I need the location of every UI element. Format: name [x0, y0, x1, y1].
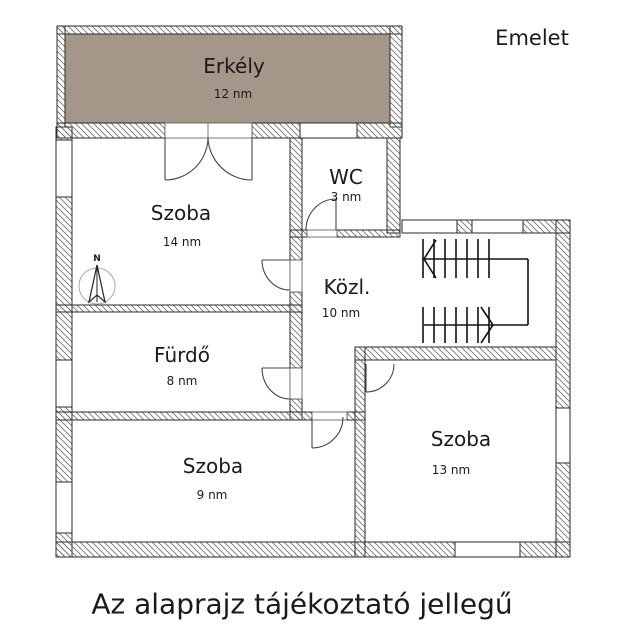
- disclaimer-caption: Az alaprajz tájékoztató jellegű: [91, 587, 513, 621]
- room-label-kozl: Közl.: [323, 275, 371, 299]
- room-area-kozl: 10 nm: [321, 306, 361, 320]
- bathroom-door: [262, 368, 290, 399]
- wall-segment: [56, 127, 72, 140]
- wall-segment: [56, 412, 312, 420]
- room13-door: [366, 364, 394, 392]
- room-area-wc: 3 nm: [330, 190, 362, 204]
- wall-segment: [390, 26, 402, 127]
- wall-segment: [290, 292, 302, 368]
- room14-door: [262, 260, 290, 290]
- room-label-furdo: Fürdő: [154, 343, 210, 367]
- balcony-area: [65, 34, 390, 123]
- window: [56, 482, 72, 533]
- room-label-szoba9: Szoba: [182, 454, 244, 478]
- compass: [79, 265, 115, 304]
- room-label-szoba14: Szoba: [150, 201, 212, 225]
- wall-segment: [556, 220, 570, 408]
- window: [556, 408, 570, 463]
- window: [472, 220, 523, 233]
- door-opening: [165, 123, 252, 138]
- room-area-szoba9: 9 nm: [196, 488, 228, 502]
- window: [56, 360, 72, 407]
- wall-segment: [523, 220, 570, 233]
- stair-walkline: [424, 259, 528, 325]
- wall-segment: [57, 123, 165, 138]
- wall-segment: [457, 220, 472, 233]
- balcony-door-right-leaf: [208, 138, 252, 180]
- floor-title: Emelet: [495, 26, 569, 50]
- door-opening: [290, 368, 302, 399]
- room-area-szoba14: 14 nm: [162, 235, 202, 249]
- wall-segment: [290, 230, 307, 237]
- room-area-szoba13: 13 nm: [431, 463, 471, 477]
- balcony-door-left-leaf: [165, 138, 208, 180]
- door-opening: [307, 230, 337, 237]
- wall-segment: [56, 197, 72, 360]
- wall-segment: [387, 138, 400, 233]
- window: [56, 140, 72, 197]
- room-area-furdo: 8 nm: [166, 374, 198, 388]
- compass-north-label: N: [93, 254, 101, 264]
- wall-segment: [57, 26, 65, 127]
- wall-segment: [357, 123, 402, 138]
- wall-segment: [337, 230, 400, 237]
- wall-segment: [290, 138, 302, 260]
- wall-segment: [56, 305, 302, 312]
- room-label-erkely: Erkély: [203, 54, 265, 78]
- wall-segment: [355, 347, 365, 557]
- wall-segment: [56, 542, 455, 557]
- wall-segment: [57, 26, 402, 34]
- window: [455, 542, 520, 557]
- wall-segment: [556, 463, 570, 557]
- window: [300, 123, 357, 138]
- staircase: [423, 239, 528, 343]
- window: [402, 220, 457, 233]
- room-label-wc: WC: [329, 165, 363, 189]
- wall-segment: [252, 123, 300, 138]
- windows: [56, 123, 570, 557]
- room9-door: [312, 417, 343, 448]
- room-label-szoba13: Szoba: [430, 427, 492, 451]
- room-area-erkely: 12 nm: [213, 87, 253, 101]
- door-opening: [290, 260, 302, 292]
- door-opening: [312, 412, 347, 420]
- wall-segment: [355, 347, 556, 360]
